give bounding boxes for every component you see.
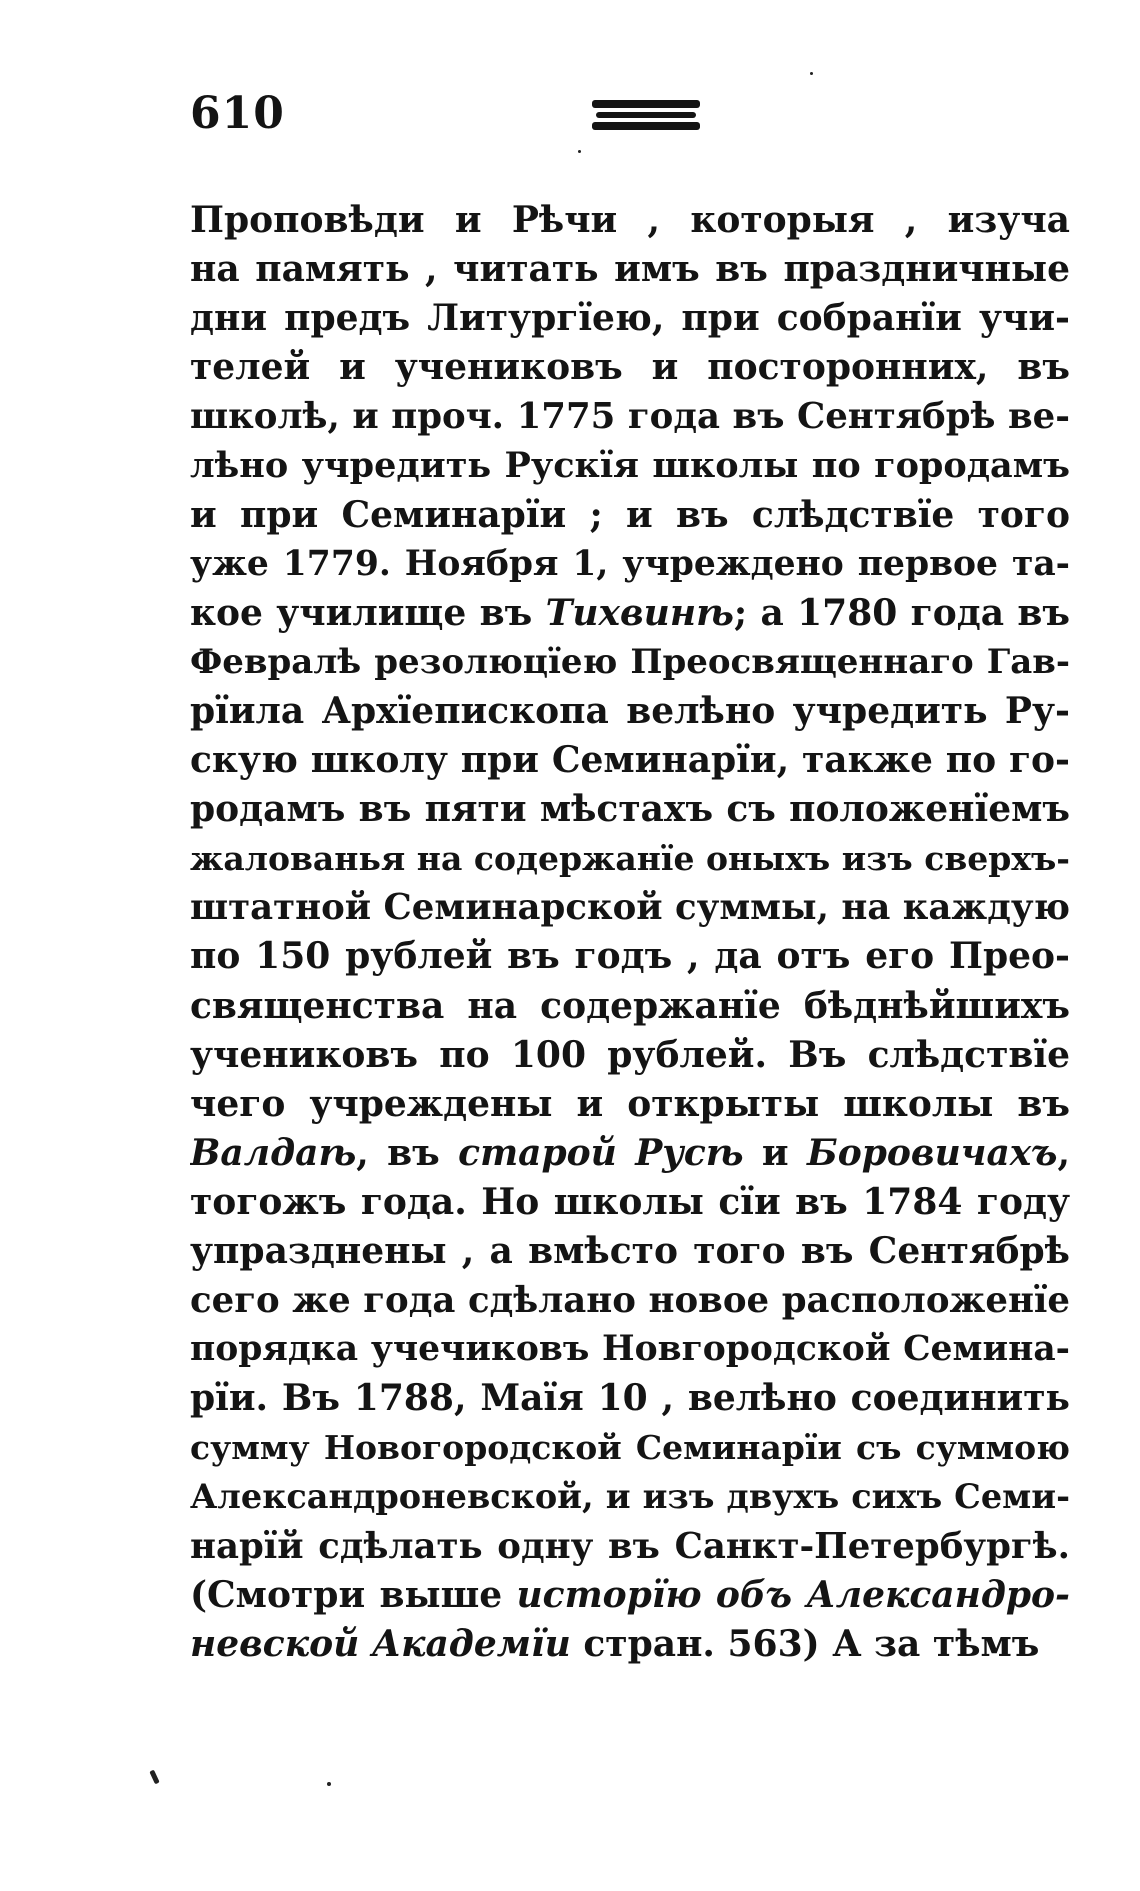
ink-speck xyxy=(578,150,581,153)
text-line xyxy=(190,343,1070,392)
text-run: Проповѣди и Рѣчи , которыя , изуча xyxy=(190,199,1070,241)
text-line xyxy=(190,1325,1070,1374)
text-line xyxy=(190,1472,1070,1521)
italic-text: Валдаѣ xyxy=(190,1131,357,1174)
text-run: священства на содержанїе бѣднѣйшихъ xyxy=(190,984,1070,1027)
text-run: школѣ, и проч. 1775 года въ Сентябрѣ ве- xyxy=(190,396,1070,438)
text-line xyxy=(190,687,1070,736)
ink-speck xyxy=(810,72,813,75)
italic-text: исторїю объ Александро- xyxy=(516,1573,1070,1616)
header-ornament xyxy=(592,100,700,132)
text-line xyxy=(190,1620,1070,1669)
text-line xyxy=(190,736,1070,785)
text-run: рїи. Въ 1788, Маїя 10 , велѣно соединить xyxy=(190,1377,1070,1420)
text-line xyxy=(190,1178,1070,1227)
text-run: кое училище въ xyxy=(190,591,546,634)
ornament-bar xyxy=(592,100,700,108)
text-line xyxy=(190,540,1070,589)
text-run: нарїй сдѣлать одну въ Санкт-Петербургѣ. xyxy=(190,1525,1070,1567)
text-run: и xyxy=(743,1131,807,1174)
text-run: тогожъ года. Но школы сїи въ 1784 году xyxy=(190,1180,1070,1223)
ink-speck xyxy=(149,1770,159,1785)
text-run: , въ xyxy=(356,1131,459,1174)
text-line xyxy=(190,1423,1070,1472)
text-line xyxy=(190,638,1070,687)
text-run: , xyxy=(1057,1131,1070,1174)
text-run: телей и учениковъ и посторонних, въ xyxy=(190,346,1070,389)
text-line xyxy=(190,1571,1070,1620)
text-line xyxy=(190,1276,1070,1325)
text-run: уже 1779. Ноября 1, учреждено первое та- xyxy=(190,543,1070,584)
text-run: по 150 рублей въ годъ , да отъ его Прео- xyxy=(190,935,1070,978)
italic-text: старой Русѣ xyxy=(458,1131,744,1174)
text-run: сумму Новогородской Семинарїи съ суммою xyxy=(190,1428,1070,1468)
text-run: ; а 1780 года въ xyxy=(733,591,1070,634)
text-run: и при Семинарїи ; и въ слѣдствїе того xyxy=(190,493,1070,536)
text-line xyxy=(190,1227,1070,1276)
text-line xyxy=(190,834,1070,883)
italic-text: Тихвинѣ xyxy=(545,591,734,634)
ornament-bar xyxy=(596,112,696,118)
text-run: порядка учечиковъ Новгородской Семина- xyxy=(190,1329,1070,1370)
text-run: на память , читать имъ въ праздничные xyxy=(190,248,1070,291)
text-run: Александроневской, и изъ двухъ сихъ Семи- xyxy=(190,1477,1070,1517)
text-line xyxy=(190,1522,1070,1571)
text-line xyxy=(190,441,1070,490)
text-run: лѣно учредить Рускїя школы по городамъ xyxy=(190,445,1070,487)
text-run: упразднены , а вмѣсто того въ Сентябрѣ xyxy=(190,1229,1070,1272)
text-line xyxy=(190,932,1070,981)
page-number: 610 xyxy=(190,88,285,139)
text-line xyxy=(190,294,1070,343)
text-line xyxy=(190,491,1070,540)
italic-text: невской Академїи xyxy=(190,1622,571,1665)
text-run: жалованья на содержанїе оныхъ изъ сверхъ- xyxy=(190,839,1070,879)
text-run: учениковъ по 100 рублей. Въ слѣдствїе xyxy=(190,1033,1070,1076)
text-line xyxy=(190,1129,1070,1178)
text-line xyxy=(190,589,1070,638)
text-line xyxy=(190,982,1070,1031)
text-run: родамъ въ пяти мѣстахъ съ положенїемъ xyxy=(190,788,1070,831)
text-run: стран. 563) А за тѣмъ xyxy=(570,1622,1040,1665)
text-line xyxy=(190,1031,1070,1080)
text-run: чего учреждены и открыты школы въ xyxy=(190,1082,1070,1125)
text-run: штатной Семинарской суммы, на каждую xyxy=(190,887,1070,929)
body-text xyxy=(190,196,1070,1669)
text-run: (Смотри выше xyxy=(190,1573,517,1616)
text-run: рїила Архїепископа велѣно учредить Ру- xyxy=(190,689,1070,732)
text-line xyxy=(190,785,1070,834)
ink-speck xyxy=(327,1782,331,1786)
text-run: скую школу при Семинарїи, также по го- xyxy=(190,739,1070,782)
ornament-bar xyxy=(592,122,700,130)
text-line xyxy=(190,1374,1070,1423)
text-line xyxy=(190,1080,1070,1129)
text-run: Февралѣ резолюцїею Преосвященнаго Гав- xyxy=(190,641,1070,682)
text-run: сего же года сдѣлано новое расположенїе xyxy=(190,1280,1070,1322)
text-line xyxy=(190,196,1070,245)
text-line xyxy=(190,883,1070,932)
text-line xyxy=(190,392,1070,441)
text-line xyxy=(190,245,1070,294)
text-run: дни предъ Литургїею, при собранїи учи- xyxy=(190,297,1070,340)
italic-text: Боровичахъ xyxy=(806,1131,1058,1174)
